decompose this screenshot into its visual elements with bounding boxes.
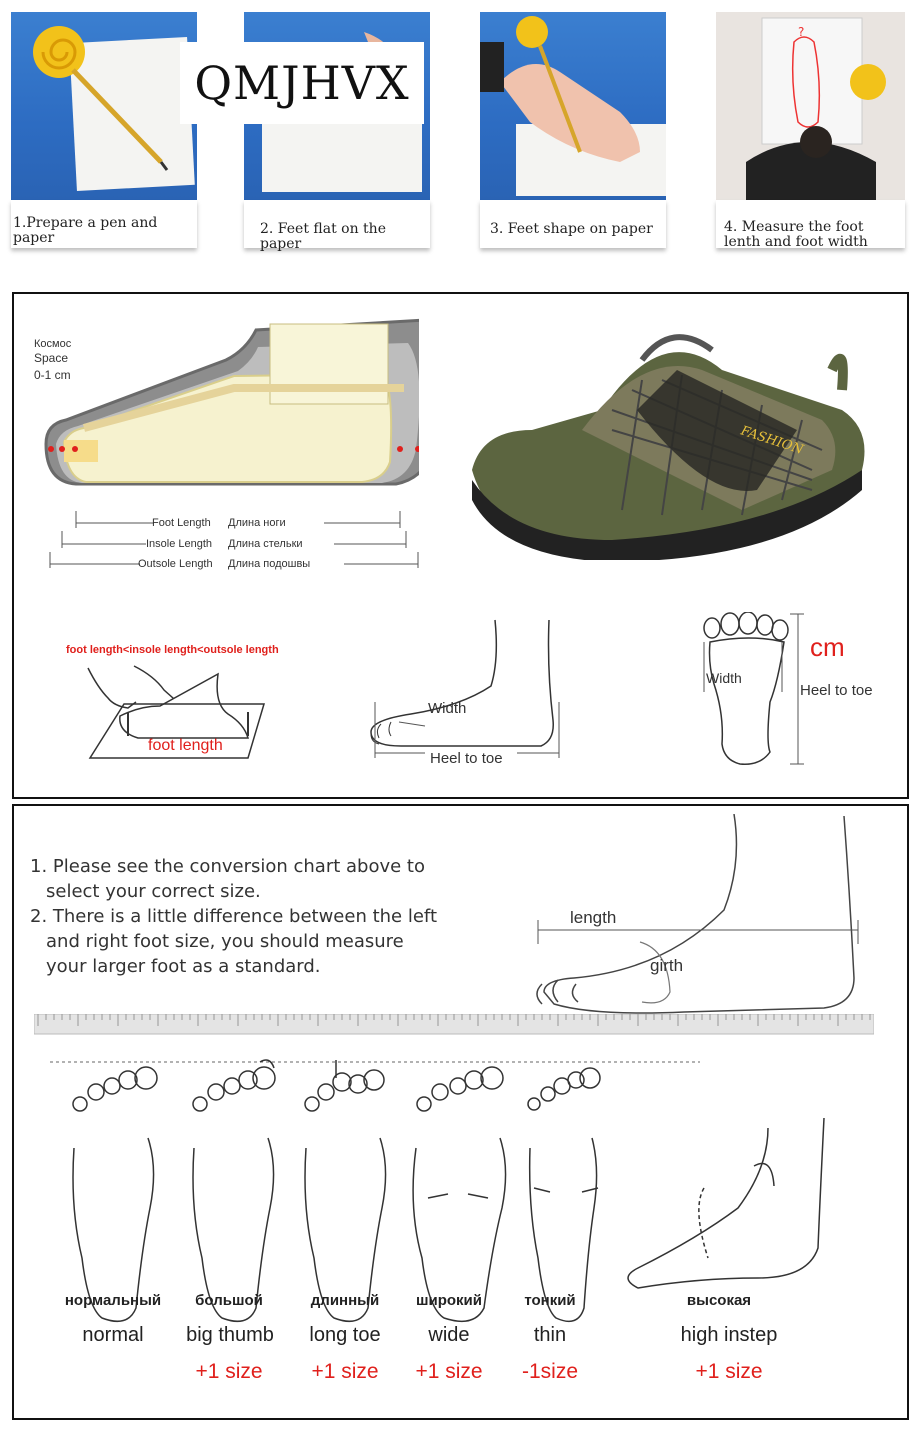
- length-label: length: [570, 908, 617, 927]
- girth-label: girth: [650, 956, 684, 975]
- foot-type-normal-en: normal: [82, 1324, 144, 1346]
- foot-type-big-thumb-adjust: +1 size: [195, 1360, 263, 1383]
- tracing-foot-icon: [480, 12, 666, 200]
- foot-type-long-toe-ru: длинный: [310, 1292, 380, 1309]
- outsole-length-label-en: Outsole Length: [138, 558, 213, 570]
- foot-type-panel: [12, 804, 909, 1420]
- outsole-length-label-ru: Длина подошвы: [228, 558, 311, 570]
- step-4: [712, 10, 909, 250]
- measuring-person-icon: [716, 12, 905, 200]
- lollipop-pen-icon: [11, 12, 197, 200]
- step-3-photo: [480, 12, 666, 200]
- foot-type-thin-adjust: -1size: [521, 1360, 579, 1383]
- heel-to-toe-label: Heel to toe: [430, 750, 503, 767]
- foot-length-label-en: Foot Length: [152, 517, 211, 529]
- note-line-2: select your correct size.: [46, 881, 261, 902]
- note-line-4: and right foot size, you should measure: [46, 931, 404, 952]
- foot-type-high-instep-en: high instep: [680, 1324, 778, 1346]
- cm-label: cm: [810, 632, 845, 662]
- step-2-caption: 2. Feet flat on the paper: [260, 221, 386, 252]
- step-1-photo: [11, 12, 197, 200]
- insole-length-label-en: Insole Length: [146, 538, 213, 550]
- foot-type-high-instep-ru: высокая: [686, 1292, 752, 1309]
- space-label-ru: Космос: [34, 338, 72, 350]
- foot-types-diagram: [64, 1058, 864, 1324]
- mesh-sneaker-image: [462, 310, 872, 560]
- foot-type-big-thumb-ru: большой: [195, 1292, 263, 1309]
- foot-type-wide-ru: широкий: [416, 1292, 482, 1309]
- side-foot-diagram: [369, 616, 589, 766]
- foot-type-long-toe-adjust: +1 size: [311, 1360, 379, 1383]
- foot-type-high-instep-adjust: +1 size: [695, 1360, 763, 1383]
- width-label: Width: [428, 700, 467, 717]
- step-4-photo: [716, 12, 905, 200]
- width-label-2: Width: [706, 670, 742, 686]
- foot-type-thin-ru: тонкий: [524, 1292, 576, 1309]
- svg-text:?: ?: [798, 25, 805, 39]
- note-line-3: 2. There is a little difference between the left: [30, 906, 437, 927]
- step-1-caption: 1.Prepare a pen and paper: [13, 215, 158, 246]
- ruler-graphic: [34, 1014, 874, 1036]
- foot-type-thin-en: thin: [533, 1324, 567, 1346]
- heel-to-toe-label-2: Heel to toe: [800, 682, 873, 699]
- foot-type-normal-ru: нормальный: [64, 1292, 162, 1309]
- shoe-brand-text: FASHION: [738, 423, 805, 458]
- space-value: 0-1 cm: [34, 368, 71, 382]
- foot-length-label-ru: Длина ноги: [228, 517, 286, 529]
- note-line-1: 1. Please see the conversion chart above to: [30, 856, 426, 877]
- note-line-5: your larger foot as a standard.: [46, 956, 321, 977]
- footprint-outline-diagram: [694, 612, 804, 772]
- foot-type-wide-adjust: +1 size: [415, 1360, 483, 1383]
- brand-watermark: QMJHVX: [180, 42, 424, 124]
- step-3: [476, 10, 670, 244]
- shoe-cross-section-diagram: [34, 316, 419, 586]
- length-order-rule: foot length<insole length<outsole length: [66, 644, 279, 656]
- measurement-panel: [12, 292, 909, 799]
- foot-type-wide-en: wide: [428, 1324, 470, 1346]
- foot-type-long-toe-en: long toe: [309, 1324, 381, 1346]
- step-3-caption: 3. Feet shape on paper: [490, 221, 653, 237]
- space-label-en: Space: [34, 351, 69, 365]
- foot-length-caption: foot length: [148, 737, 223, 754]
- foot-type-big-thumb-en: big thumb: [186, 1324, 274, 1346]
- insole-length-label-ru: Длина стельки: [228, 538, 303, 550]
- step-4-caption: 4. Measure the foot lenth and foot width: [724, 219, 868, 250]
- step-1: [7, 10, 201, 244]
